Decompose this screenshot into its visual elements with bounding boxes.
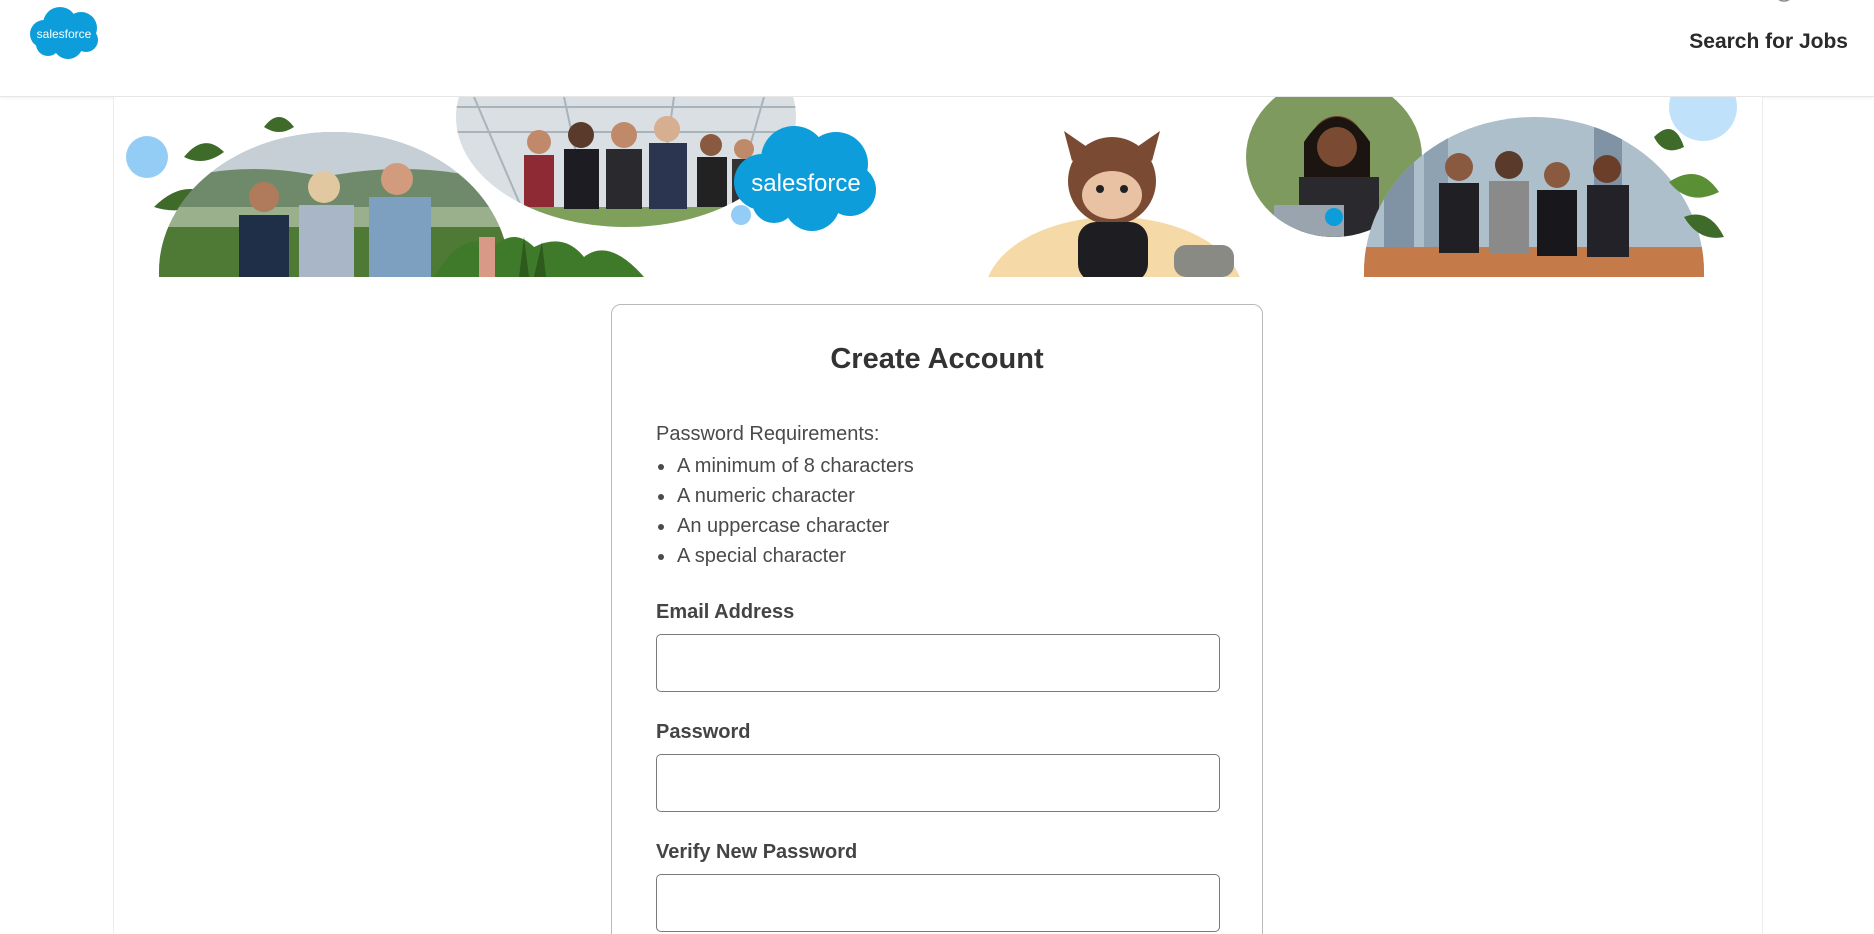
search-for-jobs-link[interactable]: Search for Jobs xyxy=(1689,30,1848,53)
main-content xyxy=(113,97,1763,934)
banner-illustration xyxy=(114,97,1762,277)
email-label: Email Address xyxy=(656,601,795,623)
header-logo-text: salesforce xyxy=(36,27,92,41)
email-input[interactable] xyxy=(656,634,1220,692)
password-label: Password xyxy=(656,721,751,743)
requirement-item: A numeric character xyxy=(656,481,914,511)
create-account-card xyxy=(611,304,1263,934)
plant-decoration xyxy=(479,237,495,277)
requirement-item: An uppercase character xyxy=(656,511,914,541)
mascot-illustration xyxy=(984,131,1244,277)
requirement-item: A minimum of 8 characters xyxy=(656,451,914,481)
verify-password-input[interactable] xyxy=(656,874,1220,932)
globe-icon[interactable] xyxy=(1774,0,1814,4)
bubble-decoration xyxy=(126,136,168,178)
bubble-decoration xyxy=(731,205,751,225)
page-title: Create Account xyxy=(830,343,1044,375)
top-header xyxy=(0,0,1874,97)
salesforce-logo[interactable] xyxy=(24,6,104,62)
password-input[interactable] xyxy=(656,754,1220,812)
verify-password-label: Verify New Password xyxy=(656,841,858,863)
password-requirements-heading: Password Requirements: xyxy=(656,423,880,445)
requirement-item: A special character xyxy=(656,541,914,571)
bubble-decoration xyxy=(1669,97,1737,141)
banner-logo-text: salesforce xyxy=(751,170,861,197)
password-requirements-list xyxy=(656,451,914,571)
